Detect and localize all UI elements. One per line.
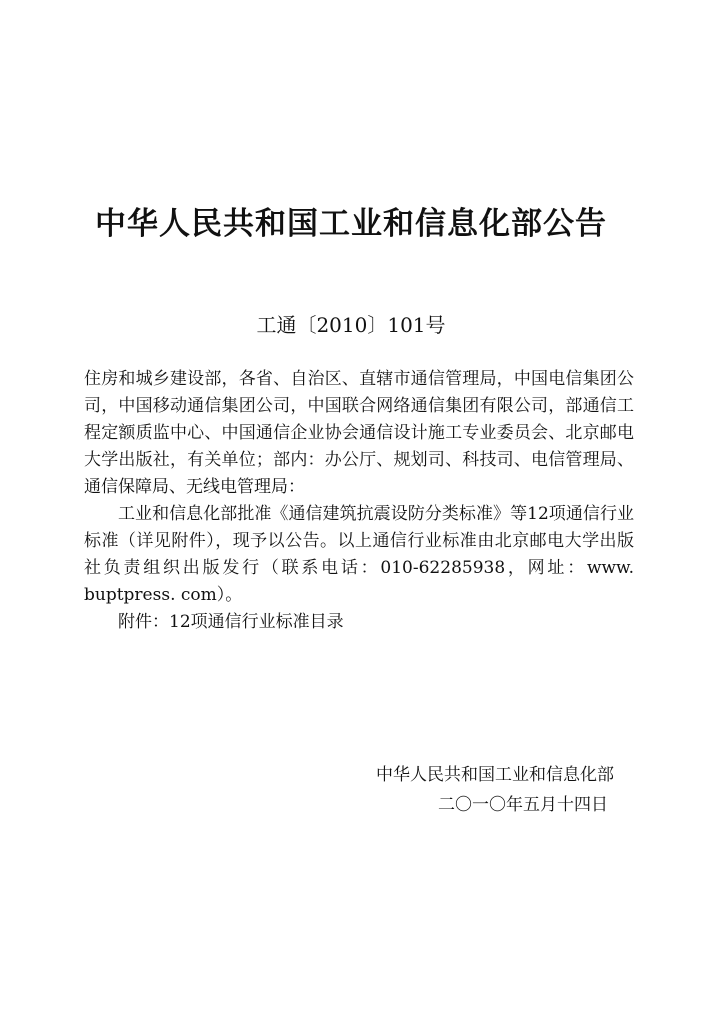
issuing-authority: 中华人民共和国工业和信息化部: [376, 765, 614, 785]
signoff-block: [314, 760, 614, 820]
recipients-paragraph: 住房和城乡建设部，各省、自治区、直辖市通信管理局，中国电信集团公司，中国移动通信集团公司，中国联合网络通信集团有限公司，部通信工程定额质监中心、中国通信企业协会通信设计施工专业委员会、北京邮电大学出版社，有关单位；部内：办公厅、规划司、科技司、电信管理局、通信保障局、无线电管理局：: [84, 369, 634, 497]
document-title: 中华人民共和国工业和信息化部公告: [95, 206, 607, 242]
announcement-paragraph: 工业和信息化部批准《通信建筑抗震设防分类标准》等12项通信行业标准（详见附件），现予以公告。以上通信行业标准由北京邮电大学出版社负责组织出版发行（联系电话：010-62285938，网址：www. buptpress. com）。: [84, 504, 634, 605]
document-body: [84, 366, 634, 636]
attachment-line: 附件：12项通信行业标准目录: [118, 612, 344, 632]
issue-date: 二〇一〇年五月十四日: [438, 795, 608, 815]
document-number: 工通〔2010〕101号: [256, 313, 446, 337]
